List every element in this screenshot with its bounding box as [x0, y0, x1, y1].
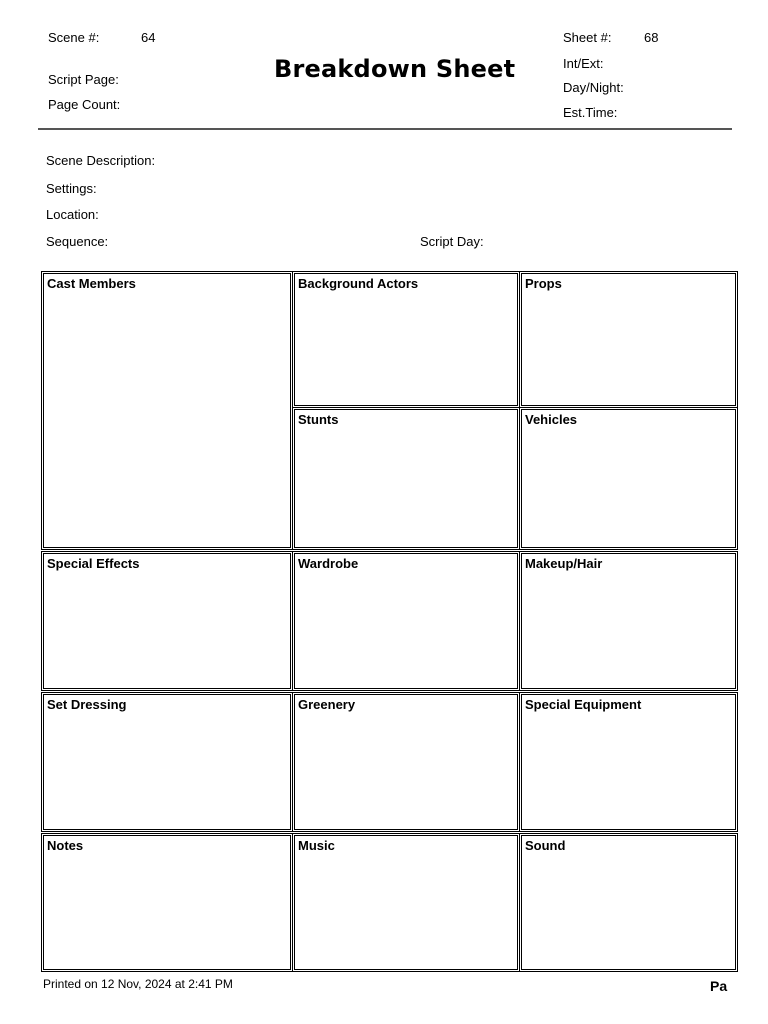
props-heading: Props: [525, 276, 562, 291]
day-night-label: Day/Night:: [563, 80, 624, 95]
sheet-number-label: Sheet #:: [563, 30, 612, 45]
music-box: [294, 835, 518, 970]
header-divider: [38, 128, 732, 130]
greenery-box: [294, 694, 518, 830]
location-label: Location:: [46, 207, 99, 222]
makeup-hair-heading: Makeup/Hair: [525, 556, 603, 571]
printed-on-text: Printed on 12 Nov, 2024 at 2:41 PM: [43, 977, 233, 991]
background-actors-box: [294, 273, 518, 406]
notes-box: [43, 835, 291, 970]
set-dressing-box: [43, 694, 291, 830]
est-time-label: Est.Time:: [563, 105, 618, 120]
page-title: Breakdown Sheet: [274, 55, 516, 83]
makeup-hair-box: [521, 553, 736, 689]
cast-members-heading: Cast Members: [47, 276, 136, 291]
settings-label: Settings:: [46, 181, 97, 196]
special-effects-box: [43, 553, 291, 689]
vehicles-heading: Vehicles: [525, 412, 578, 427]
wardrobe-heading: Wardrobe: [298, 556, 359, 571]
set-dressing-heading: Set Dressing: [47, 697, 127, 712]
special-equipment-box: [521, 694, 736, 830]
special-equipment-heading: Special Equipment: [525, 697, 642, 712]
greenery-heading: Greenery: [298, 697, 356, 712]
page-count-label: Page Count:: [48, 97, 121, 112]
special-effects-heading: Special Effects: [47, 556, 140, 571]
scene-description-label: Scene Description:: [46, 153, 156, 168]
music-heading: Music: [298, 838, 335, 853]
page-number-text: Pa: [710, 978, 728, 994]
background-actors-heading: Background Actors: [298, 276, 419, 291]
sound-box: [521, 835, 736, 970]
int-ext-label: Int/Ext:: [563, 56, 604, 71]
vehicles-box: [521, 409, 736, 548]
script-day-label: Script Day:: [420, 234, 484, 249]
cast-members-box: [43, 273, 291, 548]
sound-heading: Sound: [525, 838, 566, 853]
sequence-label: Sequence:: [46, 234, 109, 249]
stunts-box: [294, 409, 518, 548]
stunts-heading: Stunts: [298, 412, 339, 427]
scene-number-label: Scene #:: [48, 30, 100, 45]
notes-heading: Notes: [47, 838, 84, 853]
scene-number-value: 64: [141, 30, 156, 45]
props-box: [521, 273, 736, 406]
wardrobe-box: [294, 553, 518, 689]
sheet-number-value: 68: [644, 30, 659, 45]
script-page-label: Script Page:: [48, 72, 119, 87]
